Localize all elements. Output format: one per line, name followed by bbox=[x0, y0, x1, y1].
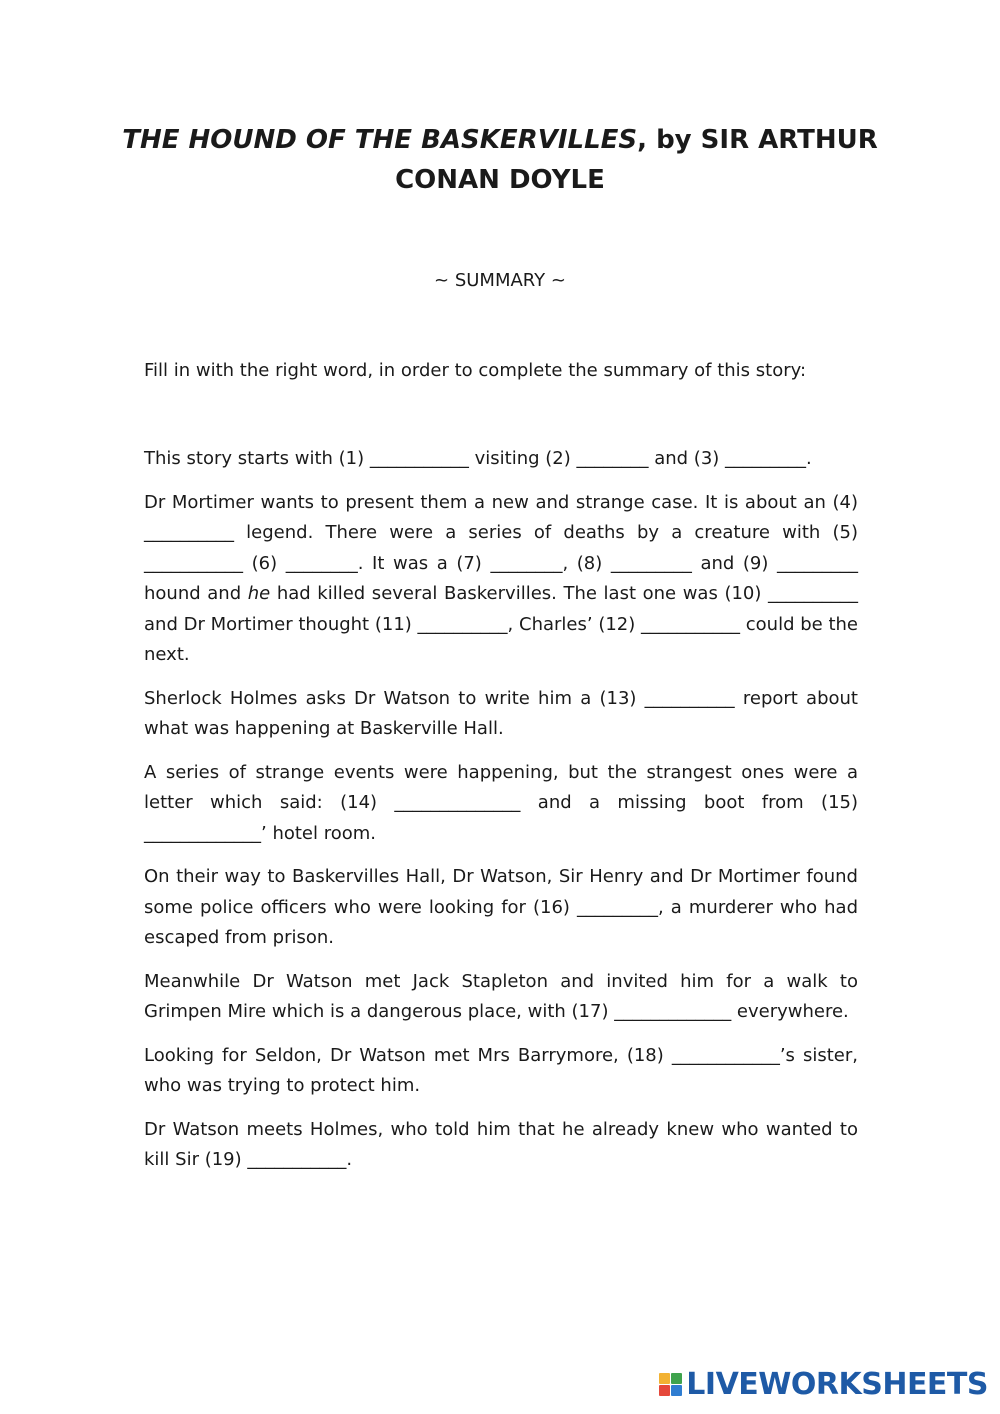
title-rest: , by SIR ARTHUR CONAN DOYLE bbox=[395, 125, 878, 195]
answer-blank[interactable]: __________ bbox=[768, 583, 858, 604]
summary-paragraph bbox=[144, 444, 858, 475]
logo-cell bbox=[659, 1373, 670, 1384]
answer-blank[interactable]: ________ bbox=[490, 552, 563, 574]
answer-blank[interactable]: _________ bbox=[610, 552, 692, 574]
paragraph-text: report about what was happening at Baskerville Hall. bbox=[144, 687, 858, 739]
paragraph-text: and (3) bbox=[648, 448, 726, 469]
answer-blank[interactable]: _________ bbox=[777, 552, 859, 574]
paragraph-text: , Charles’ (12) bbox=[507, 613, 642, 635]
title-italic: THE HOUND OF THE BASKERVILLES bbox=[122, 125, 638, 155]
page-title bbox=[100, 120, 900, 200]
answer-blank[interactable]: ________ bbox=[576, 448, 649, 469]
answer-blank[interactable]: __________ bbox=[417, 613, 508, 635]
logo-cell bbox=[659, 1385, 670, 1396]
paragraph-text: could be the next. bbox=[144, 613, 859, 665]
paragraph-text: , a murderer who had escaped from prison. bbox=[144, 896, 858, 948]
answer-blank[interactable]: ______________ bbox=[394, 792, 521, 813]
paragraph-text: ’s sister, who was trying to protect him. bbox=[144, 1044, 858, 1096]
paragraph-text: . It was a (7) bbox=[357, 552, 491, 574]
summary-paragraph bbox=[144, 967, 858, 1028]
paragraph-text: On their way to Baskervilles Hall, Dr Watson, Sir Henry and Dr Mortimer found some police officers who were looking for (16) bbox=[144, 866, 858, 918]
summary-paragraph bbox=[144, 862, 858, 954]
answer-blank[interactable]: ___________ bbox=[641, 613, 741, 635]
liveworksheets-watermark bbox=[659, 1367, 988, 1402]
paragraph-text: , (8) bbox=[562, 552, 611, 574]
paragraph-text: . bbox=[346, 1149, 353, 1170]
logo-cell bbox=[671, 1385, 682, 1396]
answer-blank[interactable]: ___________ bbox=[144, 552, 243, 574]
instruction-text: Fill in with the right word, in order to complete the summary of this story: bbox=[144, 360, 807, 381]
paragraph-text: Sherlock Holmes asks Dr Watson to write him a (13) bbox=[144, 687, 645, 709]
paragraph-text: This story starts with (1) bbox=[144, 448, 370, 469]
brand-name: LIVEWORKSHEETS bbox=[686, 1367, 988, 1402]
emphasis-text: he bbox=[247, 583, 271, 604]
liveworksheets-logo-icon bbox=[659, 1373, 682, 1396]
paragraph-text: Looking for Seldon, Dr Watson met Mrs Barrymore, (18) bbox=[144, 1044, 672, 1066]
summary-body bbox=[144, 444, 858, 1189]
paragraph-text: and Dr Mortimer thought (11) bbox=[144, 613, 418, 635]
summary-paragraph bbox=[144, 488, 858, 671]
paragraph-text: Dr Mortimer wants to present them a new and strange case. It is about an (4) bbox=[144, 491, 858, 513]
summary-paragraph bbox=[144, 1115, 858, 1176]
answer-blank[interactable]: _________ bbox=[725, 448, 807, 469]
answer-blank[interactable]: _____________ bbox=[614, 1001, 732, 1022]
paragraph-text: hound and bbox=[144, 583, 248, 604]
answer-blank[interactable]: ________ bbox=[285, 552, 358, 574]
paragraph-text: visiting (2) bbox=[468, 448, 577, 469]
logo-cell bbox=[671, 1373, 682, 1384]
summary-paragraph bbox=[144, 1041, 858, 1102]
paragraph-text: Dr Watson meets Holmes, who told him that he already knew who wanted to kill Sir (19) bbox=[144, 1118, 858, 1170]
paragraph-text: (6) bbox=[243, 552, 286, 574]
summary-paragraph bbox=[144, 684, 858, 745]
summary-heading: ~ SUMMARY ~ bbox=[434, 270, 566, 291]
answer-blank[interactable]: ____________ bbox=[671, 1044, 780, 1066]
answer-blank[interactable]: __________ bbox=[644, 687, 735, 709]
paragraph-text: ’ hotel room. bbox=[261, 822, 377, 844]
paragraph-text: and a missing boot from (15) bbox=[520, 792, 858, 813]
paragraph-text: A series of strange events were happening, but the strangest ones were a letter which said: (14) bbox=[144, 761, 858, 813]
answer-blank[interactable]: _________ bbox=[577, 896, 659, 918]
answer-blank[interactable]: ___________ bbox=[247, 1149, 347, 1170]
paragraph-text: and (9) bbox=[691, 552, 778, 574]
paragraph-text: Meanwhile Dr Watson met Jack Stapleton and invited him for a walk to Grimpen Mire which is a dangerous place, with (17) bbox=[144, 970, 858, 1022]
paragraph-text: legend. There were a series of deaths by a creature with (5) bbox=[234, 522, 858, 543]
answer-blank[interactable]: ___________ bbox=[369, 448, 469, 469]
paragraph-text: everywhere. bbox=[731, 1001, 849, 1022]
answer-blank[interactable]: _____________ bbox=[144, 822, 261, 844]
answer-blank[interactable]: __________ bbox=[144, 522, 234, 543]
paragraph-text: had killed several Baskervilles. The last one was (10) bbox=[270, 583, 768, 604]
summary-paragraph bbox=[144, 758, 858, 850]
paragraph-text: . bbox=[806, 448, 812, 469]
